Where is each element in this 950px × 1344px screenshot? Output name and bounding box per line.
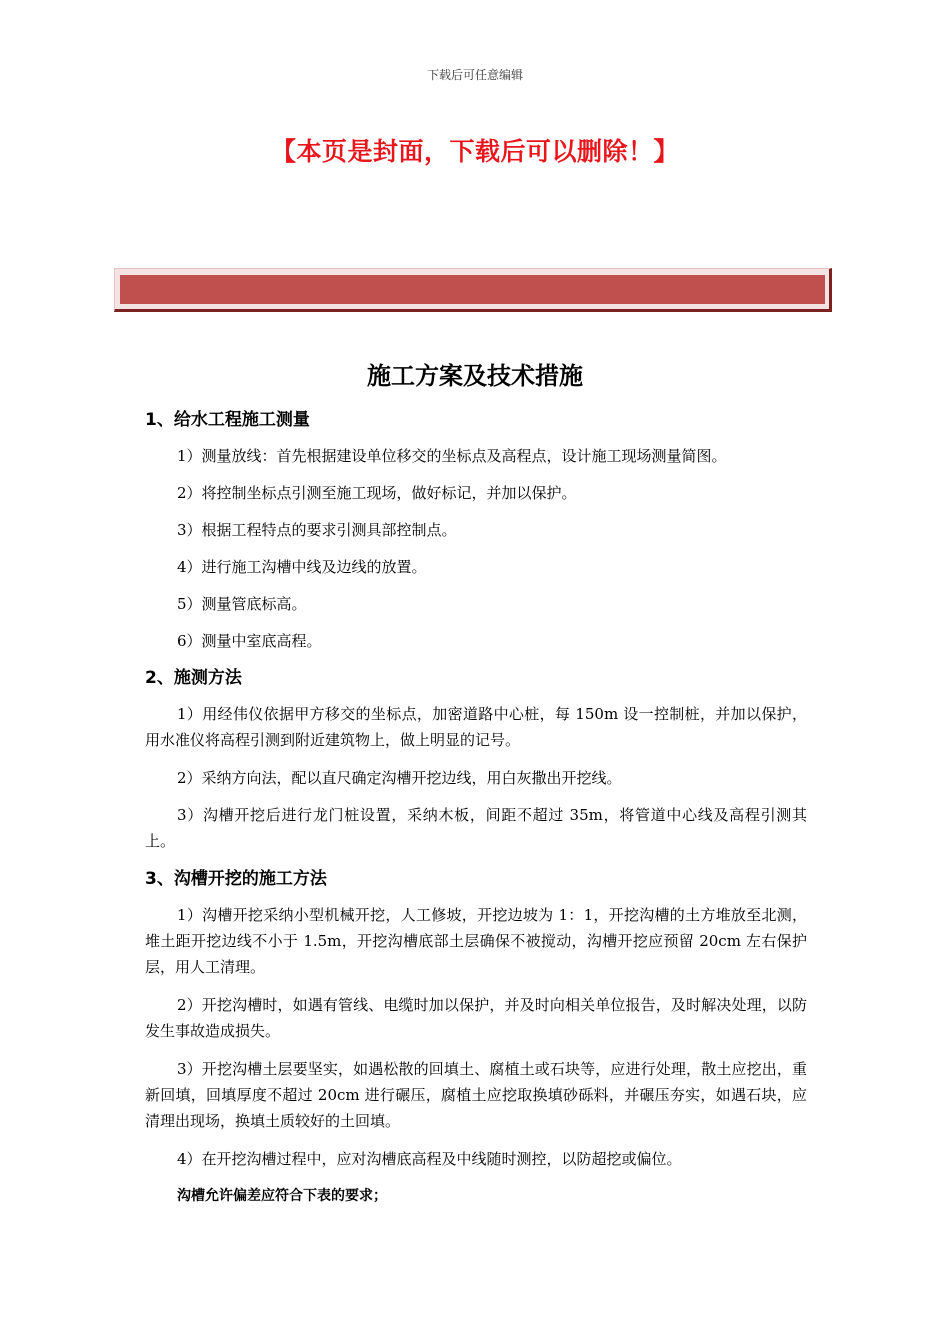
- list-item: 2）采纳方向法，配以直尺确定沟槽开挖边线，用白灰撒出开挖线。: [177, 769, 622, 787]
- cover-delete-notice: 【本页是封面，下载后可以删除！】: [270, 137, 679, 166]
- list-item: 4）在开挖沟槽过程中，应对沟槽底高程及中线随时测控，以防超挖或偏位。: [177, 1150, 682, 1168]
- document-body: [145, 407, 807, 1209]
- list-item: 5）测量管底标高。: [177, 595, 307, 613]
- banner-bar: [120, 275, 825, 304]
- list-item: 6）测量中室底高程。: [177, 632, 322, 650]
- section-heading: 1、给水工程施工测量: [145, 410, 310, 430]
- section-heading: 2、施测方法: [145, 668, 242, 688]
- list-item: 3）沟槽开挖后进行龙门桩设置，采纳木板，间距不超过 35m，将管道中心线及高程引测其上。: [145, 806, 807, 850]
- list-item: 2）开挖沟槽时，如遇有管线、电缆时加以保护，并及时向相关单位报告，及时解决处理，以防发生事故造成损失。: [145, 996, 807, 1040]
- list-item: 3）根据工程特点的要求引测具部控制点。: [177, 521, 457, 539]
- list-item: 1）沟槽开挖采纳小型机械开挖，人工修坡，开挖边坡为 1：1，开挖沟槽的土方堆放至北测，堆土距开挖边线不小于 1.5m，开挖沟槽底部土层确保不被搅动，沟槽开挖应预留 20cm 左右保护层，用人工清理。: [145, 906, 807, 976]
- document-title: 施工方案及技术措施: [367, 361, 583, 390]
- list-item: 3）开挖沟槽土层要坚实，如遇松散的回填土、腐植土或石块等，应进行处理，散土应挖出，重新回填，回填厚度不超过 20cm 进行碾压，腐植土应挖取换填砂砾料，并碾压夯实，如遇石块，应清理出现场，换填土质较好的土回填。: [145, 1060, 807, 1130]
- list-item: 1）用经伟仪依据甲方移交的坐标点，加密道路中心桩，每 150m 设一控制桩，并加以保护，用水准仪将高程引测到附近建筑物上，做上明显的记号。: [145, 705, 807, 749]
- header-note: 下载后可任意编辑: [426, 68, 523, 82]
- section-heading: 3、沟槽开挖的施工方法: [145, 869, 327, 889]
- list-item: 4）进行施工沟槽中线及边线的放置。: [177, 558, 427, 576]
- table-requirement-note: 沟槽允许偏差应符合下表的要求；: [177, 1188, 387, 1204]
- decorative-banner: [114, 268, 832, 312]
- list-item: 1）测量放线：首先根据建设单位移交的坐标点及高程点，设计施工现场测量简图。: [177, 447, 727, 465]
- list-item: 2）将控制坐标点引测至施工现场，做好标记，并加以保护。: [177, 484, 577, 502]
